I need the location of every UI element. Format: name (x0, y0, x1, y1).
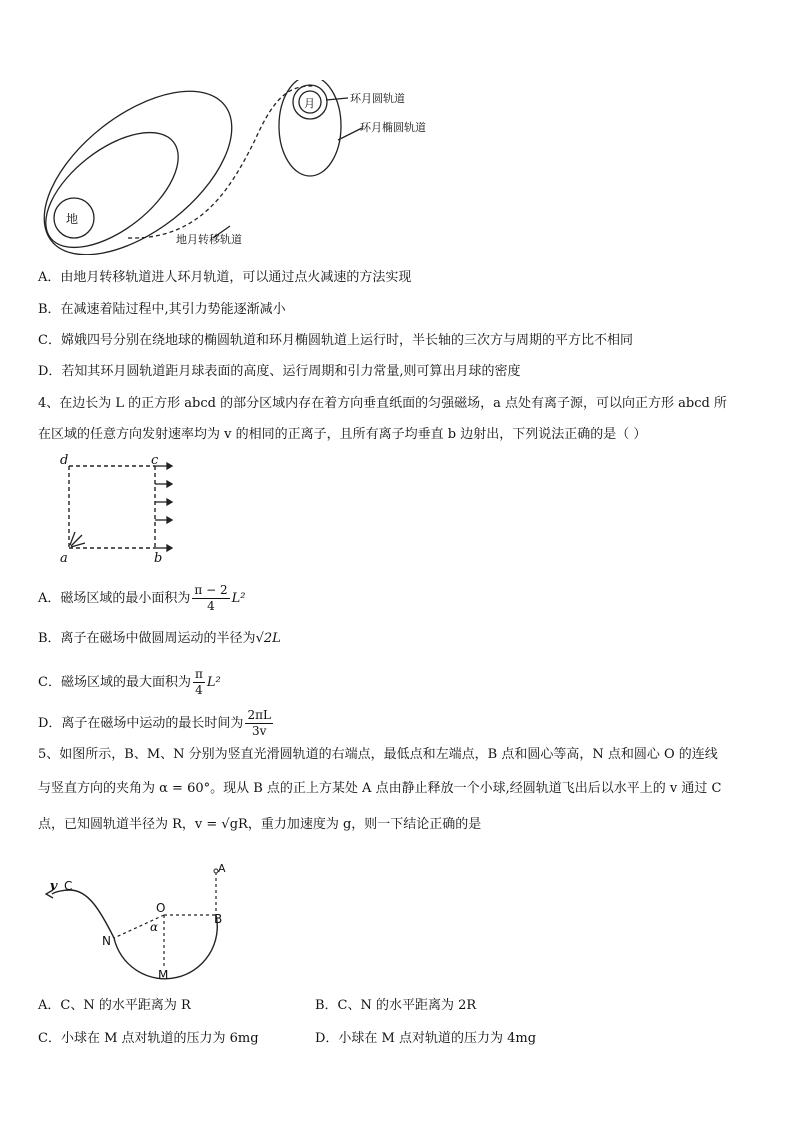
q4-option-a-fraction (192, 583, 229, 614)
q5-stem-line1: 5、如图所示，B、M、N 分别为竖直光滑圆轨道的右端点，最低点和左端点，B 点和圆心等高，N 点和圆心 O 的连线 (38, 747, 718, 762)
q4-option-c-text: C．磁场区域的最大面积为 (38, 675, 191, 690)
square-field-figure (55, 452, 185, 567)
flight-path (52, 890, 114, 938)
fraction-numerator: π (194, 667, 203, 681)
point-b-label: b (154, 551, 163, 566)
point-n-label: N (102, 934, 111, 948)
q5-option-b: B．C、N 的水平距离为 2R (315, 998, 477, 1013)
fraction-numerator: 2πL (247, 708, 271, 722)
q3-option-a: A．由地月转移轨道进人环月轨道，可以通过点火减速的方法实现 (38, 270, 412, 285)
earth-middle-ellipse (30, 110, 198, 255)
q4-option-a-text: A．磁场区域的最小面积为 (38, 591, 191, 606)
q3-option-b: B．在减速着陆过程中,其引力势能逐渐减小 (38, 302, 286, 317)
fraction-numerator: π − 2 (194, 583, 228, 597)
q5-option-d: D．小球在 M 点对轨道的压力为 4mg (315, 1031, 537, 1046)
q4-option-d (38, 708, 275, 739)
center-o-label: O (156, 901, 166, 915)
q4-option-d-fraction (245, 708, 273, 739)
point-c-label: C (64, 879, 73, 893)
velocity-label: v (50, 879, 58, 894)
point-a-label: A (218, 862, 226, 875)
q3-option-c: C．嫦娥四号分别在绕地球的椭圆轨道和环月椭圆轨道上运行时，半长轴的三次方与周期的平方比不相同 (38, 333, 633, 348)
earth-label: 地 (66, 212, 79, 226)
circular-track-figure (40, 860, 250, 985)
transfer-orbit-path (128, 86, 315, 238)
moon-label: 月 (304, 97, 315, 110)
q5-option-c: C．小球在 M 点对轨道的压力为 6mg (38, 1031, 259, 1046)
point-m-label: M (158, 968, 169, 982)
point-b-label: B (214, 912, 223, 926)
q5-stem-line2: 与竖直方向的夹角为 α = 60°。现从 B 点的正上方某处 A 点由静止释放一个小球,经圆轨道飞出后以水平上的 v 通过 C (38, 781, 722, 796)
point-a-label: a (60, 551, 68, 566)
q4-stem-line1: 4、在边长为 L 的正方形 abcd 的部分区域内存在着方向垂直纸面的匀强磁场，a 点处有离子源，可以向正方形 abcd 所 (38, 396, 727, 411)
orbit-figure (30, 80, 460, 255)
q4-option-a (38, 583, 245, 614)
q4-option-c (38, 667, 221, 698)
angle-alpha-label: α (150, 920, 159, 934)
q3-option-d: D．若知其环月圆轨道距月球表面的高度、运行周期和引力常量,则可算出月球的密度 (38, 364, 521, 379)
transfer-orbit-label: 地月转移轨道 (176, 233, 242, 246)
moon-ellipse-orbit (279, 80, 341, 176)
fraction-denominator: 4 (195, 683, 203, 697)
fraction-denominator: 3v (251, 724, 267, 738)
q4-option-c-fraction (193, 667, 205, 698)
circle-orbit-label: 环月圆轨道 (350, 92, 405, 105)
q5-option-a: A．C、N 的水平距离为 R (38, 998, 191, 1013)
q4-stem-line2: 在区域的任意方向发射速率均为 v 的相同的正离子，且所有离子均垂直 b 边射出，下列说法正确的是（ ） (38, 427, 647, 442)
point-c-label: c (151, 453, 159, 468)
q5-stem-line3: 点，已知圆轨道半径为 R，v = √gR，重力加速度为 g，则一下结论正确的是 (38, 817, 482, 832)
ellipse-orbit-label: 环月椭圆轨道 (360, 121, 426, 134)
q4-option-c-tail: L² (206, 675, 221, 690)
point-d-label: d (60, 453, 69, 468)
fraction-denominator: 4 (207, 599, 215, 613)
q4-option-b-text: B．离子在磁场中做圆周运动的半径为 (38, 631, 256, 646)
q4-option-b (38, 630, 281, 648)
q4-option-a-tail: L² (231, 591, 246, 606)
q4-option-b-math: √2L (255, 631, 281, 646)
q4-option-d-text: D．离子在磁场中运动的最长时间为 (38, 716, 244, 731)
